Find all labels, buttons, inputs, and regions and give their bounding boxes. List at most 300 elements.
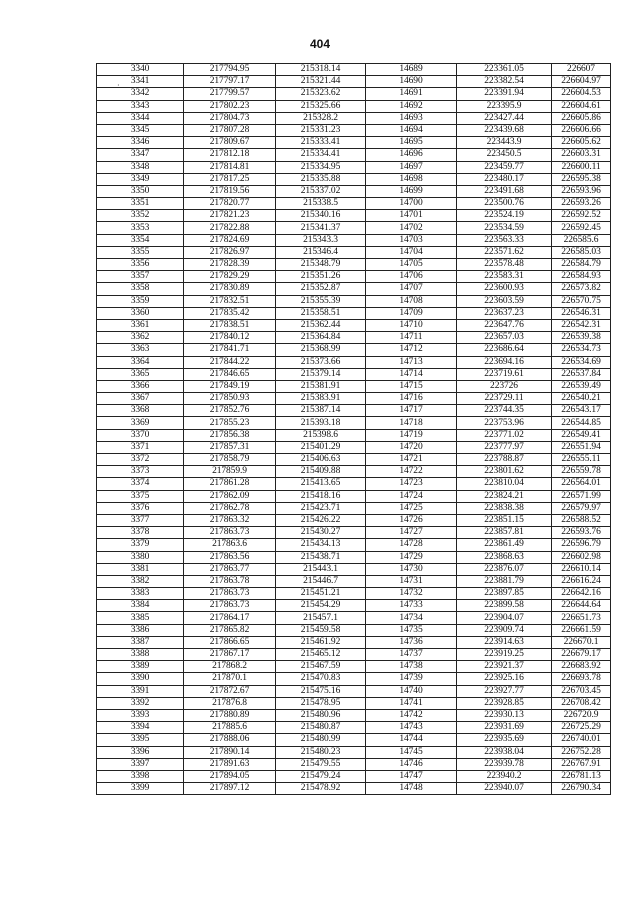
cell-point-a-x: 217820.77 xyxy=(184,198,276,210)
table-row xyxy=(97,234,611,246)
cell-point-b-y: 226593.76 xyxy=(552,527,611,539)
cell-point-b-number: 14745 xyxy=(366,746,457,758)
cell-point-a-x: 217840.12 xyxy=(184,332,276,344)
cell-point-a-number: 3368 xyxy=(97,405,184,417)
cell-point-a-y: 215434.13 xyxy=(276,539,366,551)
cell-point-a-y: 215480.23 xyxy=(276,746,366,758)
cell-point-b-x: 223925.16 xyxy=(457,673,552,685)
cell-point-b-y: 226584.79 xyxy=(552,259,611,271)
cell-point-a-y: 215457.1 xyxy=(276,612,366,624)
cell-point-b-x: 223927.77 xyxy=(457,685,552,697)
cell-point-b-y: 226584.93 xyxy=(552,271,611,283)
cell-point-b-x: 223571.62 xyxy=(457,246,552,258)
cell-point-a-y: 215340.16 xyxy=(276,210,366,222)
cell-point-b-number: 14703 xyxy=(366,234,457,246)
cell-point-b-x: 223534.59 xyxy=(457,222,552,234)
cell-point-b-x: 223578.48 xyxy=(457,259,552,271)
cell-point-b-number: 14708 xyxy=(366,295,457,307)
cell-point-b-y: 226604.61 xyxy=(552,100,611,112)
cell-point-b-y: 226555.11 xyxy=(552,454,611,466)
table-row xyxy=(97,588,611,600)
cell-point-a-x: 217894.05 xyxy=(184,770,276,782)
table-row xyxy=(97,722,611,734)
table-row xyxy=(97,307,611,319)
table-row xyxy=(97,210,611,222)
cell-point-a-number: 3359 xyxy=(97,295,184,307)
cell-point-a-y: 215323.62 xyxy=(276,88,366,100)
cell-point-a-y: 215480.96 xyxy=(276,709,366,721)
cell-point-b-x: 223600.93 xyxy=(457,283,552,295)
cell-point-a-x: 217897.12 xyxy=(184,783,276,795)
cell-point-b-number: 14714 xyxy=(366,368,457,380)
cell-point-b-y: 226644.64 xyxy=(552,600,611,612)
cell-point-b-number: 14713 xyxy=(366,356,457,368)
cell-point-b-x: 223459.77 xyxy=(457,161,552,173)
table-row xyxy=(97,612,611,624)
cell-point-a-y: 215331.23 xyxy=(276,124,366,136)
table-row xyxy=(97,137,611,149)
table-row xyxy=(97,124,611,136)
cell-point-a-y: 215418.16 xyxy=(276,490,366,502)
cell-point-a-y: 215398.6 xyxy=(276,429,366,441)
cell-point-b-y: 226604.53 xyxy=(552,88,611,100)
table-row xyxy=(97,746,611,758)
cell-point-b-y: 226670.1 xyxy=(552,636,611,648)
table-row xyxy=(97,551,611,563)
table-row xyxy=(97,575,611,587)
cell-point-b-number: 14727 xyxy=(366,527,457,539)
table-row xyxy=(97,624,611,636)
cell-point-a-number: 3353 xyxy=(97,222,184,234)
cell-point-a-x: 217819.56 xyxy=(184,185,276,197)
cell-point-b-x: 223694.16 xyxy=(457,356,552,368)
cell-point-b-y: 226573.82 xyxy=(552,283,611,295)
table-row xyxy=(97,661,611,673)
cell-point-b-number: 14704 xyxy=(366,246,457,258)
cell-point-b-x: 223395.9 xyxy=(457,100,552,112)
cell-point-a-x: 217863.73 xyxy=(184,588,276,600)
cell-point-a-number: 3394 xyxy=(97,722,184,734)
cell-point-a-y: 215459.58 xyxy=(276,624,366,636)
cell-point-a-x: 217863.32 xyxy=(184,514,276,526)
table-row xyxy=(97,454,611,466)
cell-point-b-number: 14726 xyxy=(366,514,457,526)
cell-point-b-y: 226549.41 xyxy=(552,429,611,441)
cell-point-b-number: 14733 xyxy=(366,600,457,612)
cell-point-b-x: 223921.37 xyxy=(457,661,552,673)
table-row xyxy=(97,783,611,795)
cell-point-b-x: 223897.85 xyxy=(457,588,552,600)
cell-point-a-number: 3364 xyxy=(97,356,184,368)
cell-point-b-x: 223500.76 xyxy=(457,198,552,210)
cell-point-a-y: 215467.59 xyxy=(276,661,366,673)
cell-point-a-number: 3385 xyxy=(97,612,184,624)
cell-point-a-x: 217809.67 xyxy=(184,137,276,149)
coordinates-table xyxy=(96,63,611,795)
cell-point-b-number: 14694 xyxy=(366,124,457,136)
cell-point-b-x: 223524.19 xyxy=(457,210,552,222)
cell-point-a-y: 215333.41 xyxy=(276,137,366,149)
cell-point-a-x: 217817.25 xyxy=(184,173,276,185)
cell-point-b-x: 223909.74 xyxy=(457,624,552,636)
cell-point-b-y: 226604.97 xyxy=(552,76,611,88)
cell-point-a-number: 3375 xyxy=(97,490,184,502)
cell-point-a-number: 3379 xyxy=(97,539,184,551)
table-row xyxy=(97,356,611,368)
table-row xyxy=(97,405,611,417)
cell-point-a-x: 217859.9 xyxy=(184,466,276,478)
cell-point-a-number: 3343 xyxy=(97,100,184,112)
cell-point-b-y: 226539.49 xyxy=(552,380,611,392)
cell-point-a-y: 215393.18 xyxy=(276,417,366,429)
cell-point-b-y: 226546.31 xyxy=(552,307,611,319)
cell-point-b-number: 14732 xyxy=(366,588,457,600)
cell-point-b-y: 226603.31 xyxy=(552,149,611,161)
cell-point-b-x: 223583.31 xyxy=(457,271,552,283)
cell-point-a-y: 215362.44 xyxy=(276,319,366,331)
cell-point-b-x: 223719.61 xyxy=(457,368,552,380)
cell-point-b-x: 223726 xyxy=(457,380,552,392)
cell-point-b-x: 223928.85 xyxy=(457,697,552,709)
cell-point-b-y: 226543.17 xyxy=(552,405,611,417)
table-row xyxy=(97,271,611,283)
cell-point-a-number: 3381 xyxy=(97,563,184,575)
cell-point-b-y: 226651.73 xyxy=(552,612,611,624)
cell-point-b-x: 223563.33 xyxy=(457,234,552,246)
cell-point-b-y: 226559.78 xyxy=(552,466,611,478)
cell-point-b-number: 14746 xyxy=(366,758,457,770)
cell-point-b-number: 14698 xyxy=(366,173,457,185)
cell-point-a-y: 215430.27 xyxy=(276,527,366,539)
cell-point-a-y: 215409.88 xyxy=(276,466,366,478)
table-row xyxy=(97,76,611,88)
cell-point-a-x: 217844.22 xyxy=(184,356,276,368)
cell-point-a-x: 217794.95 xyxy=(184,64,276,76)
cell-point-a-number: 3388 xyxy=(97,649,184,661)
cell-point-a-x: 217812.18 xyxy=(184,149,276,161)
cell-point-b-number: 14740 xyxy=(366,685,457,697)
cell-point-a-y: 215321.44 xyxy=(276,76,366,88)
cell-point-b-x: 223939.78 xyxy=(457,758,552,770)
cell-point-b-number: 14716 xyxy=(366,393,457,405)
cell-point-b-y: 226534.73 xyxy=(552,344,611,356)
cell-point-a-x: 217804.73 xyxy=(184,112,276,124)
cell-point-b-number: 14700 xyxy=(366,198,457,210)
table-row xyxy=(97,502,611,514)
table-row xyxy=(97,466,611,478)
cell-point-b-number: 14724 xyxy=(366,490,457,502)
cell-point-b-number: 14695 xyxy=(366,137,457,149)
table-row xyxy=(97,490,611,502)
cell-point-a-x: 217830.89 xyxy=(184,283,276,295)
cell-point-a-number: 3352 xyxy=(97,210,184,222)
cell-point-b-y: 226606.66 xyxy=(552,124,611,136)
cell-point-a-number: 3395 xyxy=(97,734,184,746)
cell-point-b-y: 226534.69 xyxy=(552,356,611,368)
cell-point-a-x: 217891.63 xyxy=(184,758,276,770)
cell-point-a-y: 215334.95 xyxy=(276,161,366,173)
cell-point-a-x: 217861.28 xyxy=(184,478,276,490)
table-row xyxy=(97,429,611,441)
table-row xyxy=(97,246,611,258)
cell-point-b-number: 14710 xyxy=(366,319,457,331)
cell-point-a-number: 3349 xyxy=(97,173,184,185)
cell-point-a-y: 215338.5 xyxy=(276,198,366,210)
cell-point-b-x: 223603.59 xyxy=(457,295,552,307)
table-row xyxy=(97,734,611,746)
cell-point-a-y: 215478.92 xyxy=(276,783,366,795)
cell-point-b-number: 14707 xyxy=(366,283,457,295)
cell-point-a-number: 3389 xyxy=(97,661,184,673)
cell-point-a-number: 3392 xyxy=(97,697,184,709)
cell-point-a-y: 215446.7 xyxy=(276,575,366,587)
cell-point-b-x: 223637.23 xyxy=(457,307,552,319)
table-row xyxy=(97,758,611,770)
cell-point-a-x: 217863.56 xyxy=(184,551,276,563)
cell-point-a-number: 3350 xyxy=(97,185,184,197)
cell-point-a-number: 3374 xyxy=(97,478,184,490)
cell-point-a-x: 217799.57 xyxy=(184,88,276,100)
cell-point-b-number: 14736 xyxy=(366,636,457,648)
table-row xyxy=(97,673,611,685)
cell-point-b-x: 223729.11 xyxy=(457,393,552,405)
cell-point-b-number: 14701 xyxy=(366,210,457,222)
cell-point-a-y: 215335.88 xyxy=(276,173,366,185)
cell-point-a-x: 217828.39 xyxy=(184,259,276,271)
cell-point-a-number: 3393 xyxy=(97,709,184,721)
cell-point-a-y: 215438.71 xyxy=(276,551,366,563)
cell-point-a-number: 3387 xyxy=(97,636,184,648)
cell-point-a-y: 215325.66 xyxy=(276,100,366,112)
cell-point-b-y: 226725.29 xyxy=(552,722,611,734)
cell-point-a-x: 217863.6 xyxy=(184,539,276,551)
table-row xyxy=(97,319,611,331)
cell-point-b-number: 14717 xyxy=(366,405,457,417)
cell-point-a-number: 3369 xyxy=(97,417,184,429)
cell-point-b-x: 223777.97 xyxy=(457,441,552,453)
cell-point-b-number: 14723 xyxy=(366,478,457,490)
cell-point-b-number: 14728 xyxy=(366,539,457,551)
cell-point-b-y: 226571.99 xyxy=(552,490,611,502)
cell-point-b-y: 226570.75 xyxy=(552,295,611,307)
cell-point-b-number: 14734 xyxy=(366,612,457,624)
cell-point-b-y: 226752.28 xyxy=(552,746,611,758)
cell-point-b-x: 223938.04 xyxy=(457,746,552,758)
table-body xyxy=(97,64,611,795)
cell-point-a-number: 3351 xyxy=(97,198,184,210)
cell-point-b-number: 14737 xyxy=(366,649,457,661)
cell-point-b-number: 14747 xyxy=(366,770,457,782)
cell-point-a-x: 217888.06 xyxy=(184,734,276,746)
cell-point-a-x: 217814.81 xyxy=(184,161,276,173)
table-row xyxy=(97,697,611,709)
cell-point-a-number: 3376 xyxy=(97,502,184,514)
cell-point-a-number: 3341 xyxy=(97,76,184,88)
cell-point-a-number: 3340 xyxy=(97,64,184,76)
cell-point-a-x: 217802.23 xyxy=(184,100,276,112)
cell-point-b-x: 223686.64 xyxy=(457,344,552,356)
cell-point-a-y: 215379.14 xyxy=(276,368,366,380)
table-row xyxy=(97,185,611,197)
cell-point-b-number: 14706 xyxy=(366,271,457,283)
cell-point-b-x: 223919.25 xyxy=(457,649,552,661)
cell-point-b-x: 223744.35 xyxy=(457,405,552,417)
cell-point-a-y: 215355.39 xyxy=(276,295,366,307)
cell-point-b-y: 226683.92 xyxy=(552,661,611,673)
cell-point-a-number: 3378 xyxy=(97,527,184,539)
cell-point-a-y: 215401.29 xyxy=(276,441,366,453)
cell-point-b-number: 14718 xyxy=(366,417,457,429)
table-row xyxy=(97,161,611,173)
cell-point-a-x: 217856.38 xyxy=(184,429,276,441)
table-row xyxy=(97,393,611,405)
cell-point-a-y: 215461.92 xyxy=(276,636,366,648)
cell-point-b-x: 223861.49 xyxy=(457,539,552,551)
cell-point-a-number: 3366 xyxy=(97,380,184,392)
cell-point-b-number: 14719 xyxy=(366,429,457,441)
cell-point-b-y: 226693.78 xyxy=(552,673,611,685)
cell-point-b-y: 226540.21 xyxy=(552,393,611,405)
cell-point-b-number: 14690 xyxy=(366,76,457,88)
cell-point-b-x: 223940.2 xyxy=(457,770,552,782)
table-row xyxy=(97,149,611,161)
table-row xyxy=(97,259,611,271)
cell-point-a-x: 217821.23 xyxy=(184,210,276,222)
cell-point-a-x: 217866.65 xyxy=(184,636,276,648)
table-row xyxy=(97,478,611,490)
table-row xyxy=(97,685,611,697)
cell-point-b-x: 223391.94 xyxy=(457,88,552,100)
cell-point-a-y: 215454.29 xyxy=(276,600,366,612)
cell-point-a-y: 215318.14 xyxy=(276,64,366,76)
cell-point-b-y: 226600.11 xyxy=(552,161,611,173)
cell-point-b-y: 226595.38 xyxy=(552,173,611,185)
cell-point-a-y: 215334.41 xyxy=(276,149,366,161)
cell-point-a-y: 215383.91 xyxy=(276,393,366,405)
cell-point-b-x: 223881.79 xyxy=(457,575,552,587)
cell-point-b-x: 223931.69 xyxy=(457,722,552,734)
cell-point-b-number: 14689 xyxy=(366,64,457,76)
stray-mark: · xyxy=(117,81,120,90)
cell-point-a-number: 3347 xyxy=(97,149,184,161)
cell-point-a-y: 215470.83 xyxy=(276,673,366,685)
cell-point-b-number: 14709 xyxy=(366,307,457,319)
cell-point-b-y: 226593.26 xyxy=(552,198,611,210)
cell-point-b-x: 223930.13 xyxy=(457,709,552,721)
cell-point-a-x: 217857.31 xyxy=(184,441,276,453)
cell-point-a-x: 217885.6 xyxy=(184,722,276,734)
cell-point-b-number: 14743 xyxy=(366,722,457,734)
cell-point-a-x: 217876.8 xyxy=(184,697,276,709)
cell-point-b-number: 14748 xyxy=(366,783,457,795)
cell-point-b-y: 226610.14 xyxy=(552,563,611,575)
cell-point-b-y: 226602.98 xyxy=(552,551,611,563)
cell-point-b-x: 223899.58 xyxy=(457,600,552,612)
cell-point-a-number: 3382 xyxy=(97,575,184,587)
cell-point-a-x: 217863.78 xyxy=(184,575,276,587)
table-row xyxy=(97,344,611,356)
table-row xyxy=(97,649,611,661)
table-row xyxy=(97,332,611,344)
cell-point-a-x: 217872.67 xyxy=(184,685,276,697)
table-row xyxy=(97,100,611,112)
cell-point-a-number: 3370 xyxy=(97,429,184,441)
cell-point-b-y: 226740.01 xyxy=(552,734,611,746)
cell-point-a-x: 217835.42 xyxy=(184,307,276,319)
cell-point-b-x: 223657.03 xyxy=(457,332,552,344)
cell-point-a-y: 215443.1 xyxy=(276,563,366,575)
cell-point-a-x: 217846.65 xyxy=(184,368,276,380)
cell-point-b-x: 223491.68 xyxy=(457,185,552,197)
table-row xyxy=(97,64,611,76)
cell-point-a-x: 217822.88 xyxy=(184,222,276,234)
cell-point-b-number: 14699 xyxy=(366,185,457,197)
cell-point-a-x: 217880.89 xyxy=(184,709,276,721)
cell-point-a-y: 215351.26 xyxy=(276,271,366,283)
cell-point-a-number: 3367 xyxy=(97,393,184,405)
cell-point-b-number: 14739 xyxy=(366,673,457,685)
table-row xyxy=(97,112,611,124)
cell-point-a-y: 215478.95 xyxy=(276,697,366,709)
cell-point-a-x: 217832.51 xyxy=(184,295,276,307)
cell-point-a-y: 215480.87 xyxy=(276,722,366,734)
cell-point-a-y: 215480.99 xyxy=(276,734,366,746)
cell-point-a-y: 215465.12 xyxy=(276,649,366,661)
cell-point-a-number: 3390 xyxy=(97,673,184,685)
cell-point-b-x: 223427.44 xyxy=(457,112,552,124)
cell-point-a-number: 3354 xyxy=(97,234,184,246)
cell-point-b-x: 223788.87 xyxy=(457,454,552,466)
table-row xyxy=(97,441,611,453)
cell-point-a-x: 217890.14 xyxy=(184,746,276,758)
cell-point-b-number: 14715 xyxy=(366,380,457,392)
table-row xyxy=(97,527,611,539)
cell-point-b-y: 226781.13 xyxy=(552,770,611,782)
cell-point-b-x: 223382.54 xyxy=(457,76,552,88)
cell-point-b-y: 226551.94 xyxy=(552,441,611,453)
cell-point-b-x: 223838.38 xyxy=(457,502,552,514)
cell-point-a-y: 215451.21 xyxy=(276,588,366,600)
cell-point-a-y: 215343.3 xyxy=(276,234,366,246)
cell-point-b-number: 14711 xyxy=(366,332,457,344)
cell-point-b-y: 226585.6 xyxy=(552,234,611,246)
cell-point-b-number: 14744 xyxy=(366,734,457,746)
cell-point-b-x: 223914.63 xyxy=(457,636,552,648)
cell-point-a-number: 3377 xyxy=(97,514,184,526)
cell-point-b-y: 226539.38 xyxy=(552,332,611,344)
cell-point-a-y: 215364.84 xyxy=(276,332,366,344)
cell-point-a-y: 215337.02 xyxy=(276,185,366,197)
cell-point-b-number: 14729 xyxy=(366,551,457,563)
cell-point-a-y: 215348.79 xyxy=(276,259,366,271)
cell-point-b-number: 14697 xyxy=(366,161,457,173)
cell-point-b-x: 223857.81 xyxy=(457,527,552,539)
cell-point-b-number: 14735 xyxy=(366,624,457,636)
cell-point-a-x: 217852.76 xyxy=(184,405,276,417)
cell-point-b-number: 14730 xyxy=(366,563,457,575)
cell-point-a-number: 3360 xyxy=(97,307,184,319)
cell-point-a-y: 215479.24 xyxy=(276,770,366,782)
table-row xyxy=(97,173,611,185)
table-row xyxy=(97,222,611,234)
cell-point-b-x: 223439.68 xyxy=(457,124,552,136)
cell-point-b-y: 226588.52 xyxy=(552,514,611,526)
cell-point-a-x: 217797.17 xyxy=(184,76,276,88)
cell-point-a-number: 3396 xyxy=(97,746,184,758)
cell-point-a-x: 217865.82 xyxy=(184,624,276,636)
cell-point-a-x: 217855.23 xyxy=(184,417,276,429)
cell-point-b-number: 14738 xyxy=(366,661,457,673)
